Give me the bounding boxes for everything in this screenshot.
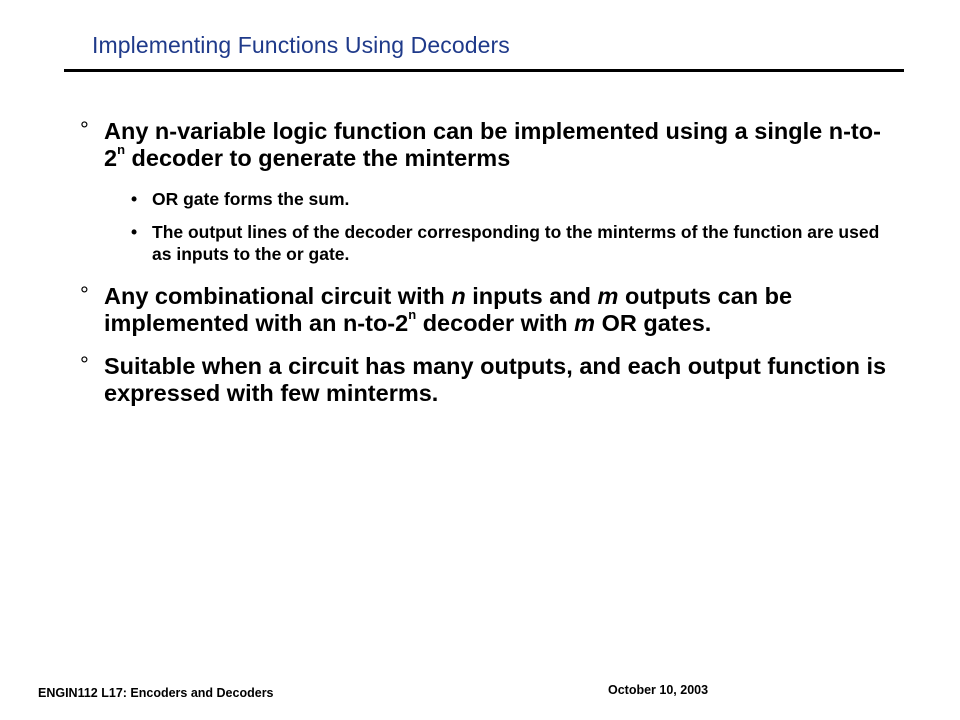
bullet-marker: ° [80,282,89,307]
bullet-2-part-3: outputs can be implemented with an n-to-2 [104,283,793,336]
sub-bullet-dot: • [131,189,138,209]
bullet-1-text-b: decoder to generate the minterms [125,145,511,171]
sub-bullet-1 [80,188,900,210]
bullet-2-italic-m2: m [574,310,596,336]
bullet-1-superscript: n [117,142,126,158]
bullet-marker: ° [80,352,89,377]
sub-bullet-1-text: OR gate forms the sum. [152,189,350,209]
bullet-1 [80,118,900,172]
bullet-2-italic-n: n [451,283,466,309]
bullet-marker: ° [80,117,89,142]
bullet-2-part-1: Any combinational circuit with [104,283,452,309]
footer-date: October 10, 2003 [608,683,709,697]
bullet-2-superscript: n [408,307,417,323]
footer-course: ENGIN112 L17: Encoders and Decoders [38,686,274,700]
sub-bullet-2 [80,221,900,265]
slide-title: Implementing Functions Using Decoders [92,32,510,58]
bullet-2-part-4: decoder with [416,310,575,336]
bullet-2 [80,283,900,337]
bullet-3 [80,353,900,407]
bullet-2-part-2: inputs and [465,283,598,309]
bullet-3-text: Suitable when a circuit has many outputs, and each output function is expressed with few minterms. [104,353,887,406]
bullet-2-italic-m: m [597,283,619,309]
bullet-2-part-5: OR gates. [595,310,712,336]
sub-bullet-2-text: The output lines of the decoder corresponding to the minterms of the function are used as inputs to the or gate. [152,222,880,264]
title-underline [64,69,904,72]
slide-body [80,118,900,423]
bullet-1-text-a: Any n-variable logic function can be implemented using a single n-to-2 [104,118,881,171]
sub-bullet-list [80,188,900,265]
sub-bullet-dot: • [131,222,138,242]
